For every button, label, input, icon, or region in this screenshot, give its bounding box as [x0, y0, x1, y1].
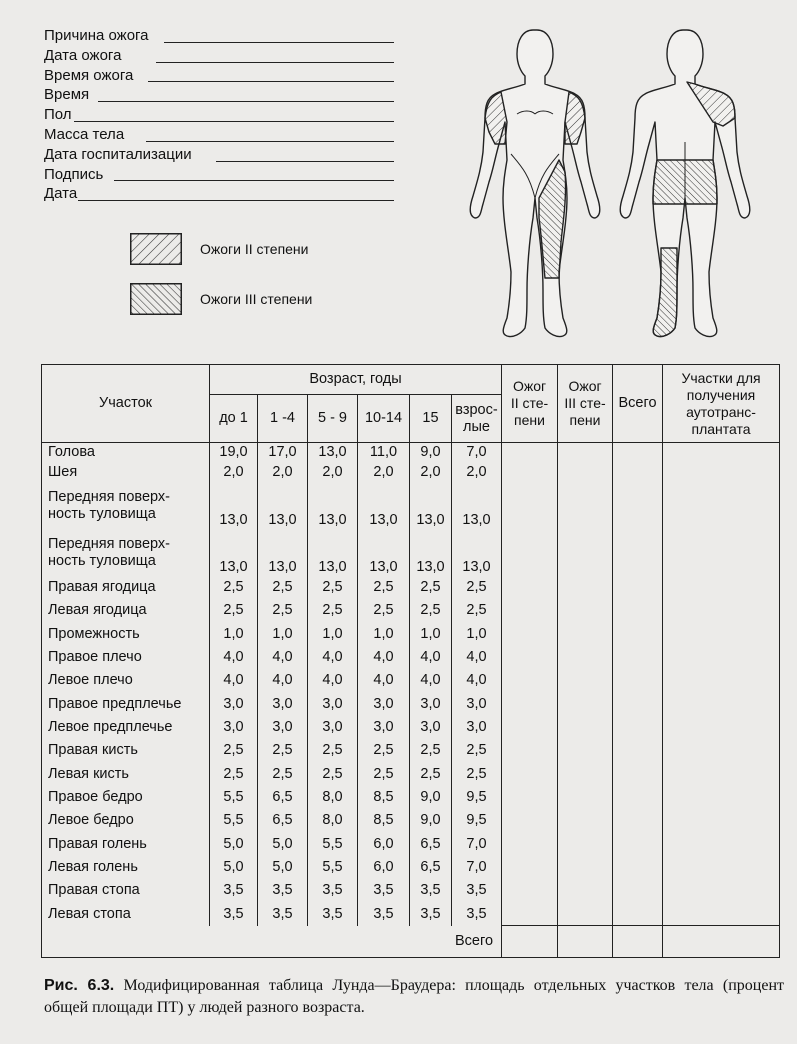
form-field-input-line[interactable] [78, 200, 394, 201]
value-cell: 13,0 [210, 483, 258, 530]
entry-cell[interactable] [502, 809, 558, 832]
value-cell: 13,0 [410, 483, 452, 530]
value-cell: 13,0 [308, 443, 358, 463]
value-cell: 13,0 [210, 529, 258, 576]
header-age: 1 -4 [258, 395, 308, 443]
value-cell: 8,5 [358, 809, 410, 832]
value-cell: 3,0 [308, 693, 358, 716]
entry-cell[interactable] [502, 856, 558, 879]
value-cell: 3,0 [410, 716, 452, 739]
value-cell: 3,5 [358, 879, 410, 902]
value-cell: 3,5 [410, 902, 452, 925]
value-cell: 9,0 [410, 786, 452, 809]
value-cell: 7,0 [452, 832, 502, 855]
form-field-label: Время [44, 86, 90, 104]
value-cell: 2,0 [452, 463, 502, 483]
value-cell: 2,5 [210, 599, 258, 622]
value-cell: 4,0 [258, 669, 308, 692]
form-field [44, 66, 394, 86]
form-field-label: Масса тела [44, 125, 125, 143]
zone-cell: Правое плечо [42, 646, 210, 669]
front-figure [470, 30, 600, 337]
value-cell: 3,5 [258, 902, 308, 925]
header-age: 10-14 [358, 395, 410, 443]
entry-cell[interactable] [613, 786, 663, 809]
table-row [42, 879, 780, 902]
value-cell: 9,0 [410, 443, 452, 463]
total-entry-cell[interactable] [613, 926, 663, 958]
value-cell: 3,5 [452, 879, 502, 902]
entry-cell[interactable] [502, 576, 558, 599]
entry-cell[interactable] [663, 646, 780, 669]
entry-cell[interactable] [502, 879, 558, 902]
entry-cell[interactable] [663, 739, 780, 762]
value-cell: 5,0 [258, 832, 308, 855]
entry-cell[interactable] [502, 599, 558, 622]
value-cell: 2,5 [452, 739, 502, 762]
value-cell: 2,5 [308, 763, 358, 786]
entry-cell[interactable] [613, 809, 663, 832]
value-cell: 4,0 [452, 669, 502, 692]
value-cell: 4,0 [210, 669, 258, 692]
total-row [42, 926, 780, 958]
header-total: Всего [613, 365, 663, 443]
value-cell: 2,5 [452, 763, 502, 786]
entry-cell[interactable] [663, 693, 780, 716]
form-field-label: Дата [44, 185, 78, 203]
table-row [42, 529, 780, 576]
header-age: 5 - 9 [308, 395, 358, 443]
entry-cell[interactable] [502, 646, 558, 669]
entry-cell[interactable] [613, 902, 663, 925]
form-field-label: Подпись [44, 165, 104, 183]
form-field [44, 165, 394, 185]
table-row [42, 599, 780, 622]
table-row [42, 443, 780, 463]
value-cell: 4,0 [258, 646, 308, 669]
zone-cell: Левая голень [42, 856, 210, 879]
value-cell: 1,0 [452, 623, 502, 646]
entry-cell[interactable] [663, 463, 780, 483]
entry-cell[interactable] [502, 463, 558, 483]
entry-cell[interactable] [558, 669, 613, 692]
entry-cell[interactable] [613, 693, 663, 716]
value-cell: 2,5 [308, 576, 358, 599]
zone-cell: Правая голень [42, 832, 210, 855]
value-cell: 3,5 [308, 902, 358, 925]
zone-cell: Левое бедро [42, 809, 210, 832]
value-cell: 2,5 [210, 576, 258, 599]
value-cell: 8,5 [358, 786, 410, 809]
table-row [42, 576, 780, 599]
value-cell: 5,0 [258, 856, 308, 879]
entry-cell[interactable] [663, 529, 780, 576]
entry-cell[interactable] [558, 529, 613, 576]
value-cell: 3,0 [452, 693, 502, 716]
entry-cell[interactable] [663, 856, 780, 879]
entry-cell[interactable] [502, 832, 558, 855]
value-cell: 3,0 [452, 716, 502, 739]
entry-cell[interactable] [663, 716, 780, 739]
entry-cell[interactable] [663, 669, 780, 692]
value-cell: 2,5 [358, 599, 410, 622]
form-field-label: Причина ожога [44, 27, 149, 44]
form-field-input-line[interactable] [164, 42, 394, 43]
value-cell: 2,0 [258, 463, 308, 483]
value-cell: 9,5 [452, 786, 502, 809]
form-field-input-line[interactable] [114, 180, 394, 181]
value-cell: 5,5 [210, 809, 258, 832]
value-cell: 2,5 [358, 739, 410, 762]
legend-degree3-label: Ожоги III степени [200, 291, 313, 307]
value-cell: 4,0 [308, 646, 358, 669]
value-cell: 2,5 [410, 599, 452, 622]
entry-cell[interactable] [502, 669, 558, 692]
form-field [44, 46, 394, 66]
value-cell: 2,5 [258, 763, 308, 786]
total-label: Всего [42, 926, 502, 958]
value-cell: 3,0 [210, 716, 258, 739]
value-cell: 1,0 [210, 623, 258, 646]
form-field [44, 145, 394, 165]
value-cell: 6,5 [258, 809, 308, 832]
value-cell: 4,0 [410, 646, 452, 669]
form-field-input-line[interactable] [216, 161, 394, 162]
entry-cell[interactable] [558, 463, 613, 483]
form-field [44, 184, 394, 204]
value-cell: 6,5 [258, 786, 308, 809]
entry-cell[interactable] [613, 856, 663, 879]
value-cell: 6,0 [358, 856, 410, 879]
entry-cell[interactable] [613, 739, 663, 762]
entry-cell[interactable] [502, 902, 558, 925]
entry-cell[interactable] [558, 832, 613, 855]
value-cell: 9,0 [410, 809, 452, 832]
table-row [42, 646, 780, 669]
entry-cell[interactable] [558, 879, 613, 902]
value-cell: 2,0 [410, 463, 452, 483]
entry-cell[interactable] [663, 879, 780, 902]
entry-cell[interactable] [663, 599, 780, 622]
table-row [42, 669, 780, 692]
form-field-label: Дата ожога [44, 46, 122, 64]
total-entry-cell[interactable] [558, 926, 613, 958]
value-cell: 13,0 [258, 483, 308, 530]
value-cell: 5,0 [210, 856, 258, 879]
entry-cell[interactable] [663, 832, 780, 855]
header-burn2: Ожог II сте- пени [502, 365, 558, 443]
form-field [44, 85, 394, 105]
value-cell: 3,5 [452, 902, 502, 925]
value-cell: 2,0 [358, 463, 410, 483]
entry-cell[interactable] [663, 786, 780, 809]
legend-degree2-label: Ожоги II степени [200, 241, 309, 257]
value-cell: 1,0 [308, 623, 358, 646]
table-row [42, 716, 780, 739]
value-cell: 3,0 [358, 716, 410, 739]
entry-cell[interactable] [558, 443, 613, 463]
entry-cell[interactable] [558, 786, 613, 809]
value-cell: 2,5 [258, 599, 308, 622]
entry-cell[interactable] [558, 623, 613, 646]
value-cell: 13,0 [358, 483, 410, 530]
value-cell: 8,0 [308, 809, 358, 832]
value-cell: 3,0 [210, 693, 258, 716]
value-cell: 2,5 [308, 739, 358, 762]
zone-cell: Правая стопа [42, 879, 210, 902]
lund-browder-table [41, 364, 779, 958]
table-row [42, 809, 780, 832]
value-cell: 2,0 [308, 463, 358, 483]
table-row [42, 856, 780, 879]
entry-cell[interactable] [558, 599, 613, 622]
table-row [42, 693, 780, 716]
entry-cell[interactable] [502, 763, 558, 786]
zone-cell: Правое предплечье [42, 693, 210, 716]
value-cell: 2,5 [410, 763, 452, 786]
entry-cell[interactable] [613, 669, 663, 692]
value-cell: 2,5 [410, 739, 452, 762]
entry-cell[interactable] [558, 576, 613, 599]
zone-cell: Правая ягодица [42, 576, 210, 599]
header-age: 15 [410, 395, 452, 443]
value-cell: 2,5 [210, 739, 258, 762]
value-cell: 13,0 [308, 529, 358, 576]
entry-cell[interactable] [558, 763, 613, 786]
value-cell: 4,0 [358, 646, 410, 669]
value-cell: 7,0 [452, 856, 502, 879]
value-cell: 3,0 [258, 693, 308, 716]
zone-cell: Левое предплечье [42, 716, 210, 739]
entry-cell[interactable] [663, 809, 780, 832]
value-cell: 4,0 [452, 646, 502, 669]
form-field-input-line[interactable] [156, 62, 394, 63]
table-row [42, 483, 780, 530]
header-age-group: Возраст, годы [210, 365, 502, 395]
value-cell: 2,5 [452, 599, 502, 622]
value-cell: 2,5 [308, 599, 358, 622]
entry-cell[interactable] [502, 716, 558, 739]
entry-cell[interactable] [613, 879, 663, 902]
header-age: взрос- лые [452, 395, 502, 443]
entry-cell[interactable] [613, 576, 663, 599]
header-zone: Участок [42, 365, 210, 443]
value-cell: 3,5 [308, 879, 358, 902]
zone-cell: Левое плечо [42, 669, 210, 692]
form-field [44, 105, 394, 125]
entry-cell[interactable] [558, 693, 613, 716]
value-cell: 13,0 [358, 529, 410, 576]
entry-cell[interactable] [663, 763, 780, 786]
value-cell: 2,5 [258, 576, 308, 599]
value-cell: 3,0 [308, 716, 358, 739]
zone-cell: Левая кисть [42, 763, 210, 786]
value-cell: 13,0 [452, 529, 502, 576]
entry-cell[interactable] [613, 646, 663, 669]
value-cell: 2,0 [210, 463, 258, 483]
table-row [42, 623, 780, 646]
value-cell: 3,5 [358, 902, 410, 925]
entry-cell[interactable] [502, 693, 558, 716]
zone-cell: Шея [42, 463, 210, 483]
value-cell: 2,5 [210, 763, 258, 786]
entry-cell[interactable] [502, 623, 558, 646]
value-cell: 5,5 [210, 786, 258, 809]
entry-cell[interactable] [663, 443, 780, 463]
value-cell: 2,5 [258, 739, 308, 762]
value-cell: 4,0 [210, 646, 258, 669]
value-cell: 13,0 [258, 529, 308, 576]
entry-cell[interactable] [558, 856, 613, 879]
value-cell: 3,5 [210, 879, 258, 902]
value-cell: 2,5 [358, 763, 410, 786]
form-field-input-line[interactable] [148, 81, 394, 82]
caption-text: Модифицированная таблица Лунда—Браудера: площадь отдельных участков тела (процент общей площади ПТ) у людей разного возраста. [44, 977, 784, 1016]
form-field-label: Дата госпитализации [44, 145, 192, 163]
value-cell: 8,0 [308, 786, 358, 809]
value-cell: 13,0 [308, 483, 358, 530]
value-cell: 2,5 [452, 576, 502, 599]
entry-cell[interactable] [502, 529, 558, 576]
entry-cell[interactable] [613, 763, 663, 786]
entry-cell[interactable] [558, 716, 613, 739]
form-field-input-line[interactable] [74, 121, 394, 122]
value-cell: 19,0 [210, 443, 258, 463]
value-cell: 6,0 [358, 832, 410, 855]
value-cell: 4,0 [308, 669, 358, 692]
entry-cell[interactable] [502, 443, 558, 463]
total-entry-cell[interactable] [663, 926, 780, 958]
form-field-input-line[interactable] [146, 141, 394, 142]
value-cell: 4,0 [358, 669, 410, 692]
value-cell: 1,0 [358, 623, 410, 646]
entry-cell[interactable] [558, 809, 613, 832]
entry-cell[interactable] [502, 786, 558, 809]
entry-cell[interactable] [502, 739, 558, 762]
table-row [42, 463, 780, 483]
entry-cell[interactable] [613, 716, 663, 739]
header-graft: Участки для получения аутотранс- плантата [663, 365, 780, 443]
legend-degree2 [130, 233, 430, 267]
zone-cell: Передняя поверх- ность туловища [42, 529, 210, 576]
entry-cell[interactable] [663, 576, 780, 599]
entry-cell[interactable] [613, 599, 663, 622]
value-cell: 5,0 [210, 832, 258, 855]
table-row [42, 786, 780, 809]
value-cell: 3,0 [358, 693, 410, 716]
zone-cell: Передняя поверх- ность туловища [42, 483, 210, 530]
entry-cell[interactable] [558, 646, 613, 669]
table-row [42, 832, 780, 855]
header-age: до 1 [210, 395, 258, 443]
header-burn3: Ожог III сте- пени [558, 365, 613, 443]
table-row [42, 739, 780, 762]
entry-cell[interactable] [613, 529, 663, 576]
caption-label: Рис. 6.3. [44, 977, 115, 994]
entry-cell[interactable] [613, 463, 663, 483]
form-field-label: Время ожога [44, 66, 134, 84]
value-cell: 3,5 [210, 902, 258, 925]
zone-cell: Голова [42, 443, 210, 463]
table-row [42, 902, 780, 925]
entry-cell[interactable] [558, 902, 613, 925]
body-figures [455, 22, 795, 347]
value-cell: 2,5 [358, 576, 410, 599]
patient-form [44, 26, 394, 204]
legend-degree3 [130, 283, 430, 317]
entry-cell[interactable] [613, 443, 663, 463]
zone-cell: Промежность [42, 623, 210, 646]
entry-cell[interactable] [502, 483, 558, 530]
value-cell: 1,0 [410, 623, 452, 646]
value-cell: 13,0 [452, 483, 502, 530]
value-cell: 17,0 [258, 443, 308, 463]
entry-cell[interactable] [663, 623, 780, 646]
entry-cell[interactable] [558, 739, 613, 762]
value-cell: 4,0 [410, 669, 452, 692]
figure-caption [44, 975, 784, 1019]
form-field [44, 125, 394, 145]
value-cell: 13,0 [410, 529, 452, 576]
value-cell: 5,5 [308, 832, 358, 855]
total-entry-cell[interactable] [502, 926, 558, 958]
value-cell: 6,5 [410, 832, 452, 855]
hatch-degree3-icon [130, 283, 182, 315]
value-cell: 7,0 [452, 443, 502, 463]
value-cell: 3,0 [410, 693, 452, 716]
entry-cell[interactable] [663, 483, 780, 530]
form-field [44, 26, 394, 46]
value-cell: 1,0 [258, 623, 308, 646]
zone-cell: Правая кисть [42, 739, 210, 762]
value-cell: 3,0 [258, 716, 308, 739]
hatch-degree2-icon [130, 233, 182, 265]
value-cell: 3,5 [410, 879, 452, 902]
table-row [42, 763, 780, 786]
value-cell: 9,5 [452, 809, 502, 832]
entry-cell[interactable] [613, 623, 663, 646]
back-figure [620, 30, 750, 337]
value-cell: 5,5 [308, 856, 358, 879]
value-cell: 2,5 [410, 576, 452, 599]
entry-cell[interactable] [663, 902, 780, 925]
form-field-input-line[interactable] [98, 101, 394, 102]
value-cell: 11,0 [358, 443, 410, 463]
form-field-label: Пол [44, 106, 72, 124]
zone-cell: Правое бедро [42, 786, 210, 809]
zone-cell: Левая стопа [42, 902, 210, 925]
value-cell: 3,5 [258, 879, 308, 902]
zone-cell: Левая ягодица [42, 599, 210, 622]
entry-cell[interactable] [558, 483, 613, 530]
entry-cell[interactable] [613, 832, 663, 855]
entry-cell[interactable] [613, 483, 663, 530]
value-cell: 6,5 [410, 856, 452, 879]
